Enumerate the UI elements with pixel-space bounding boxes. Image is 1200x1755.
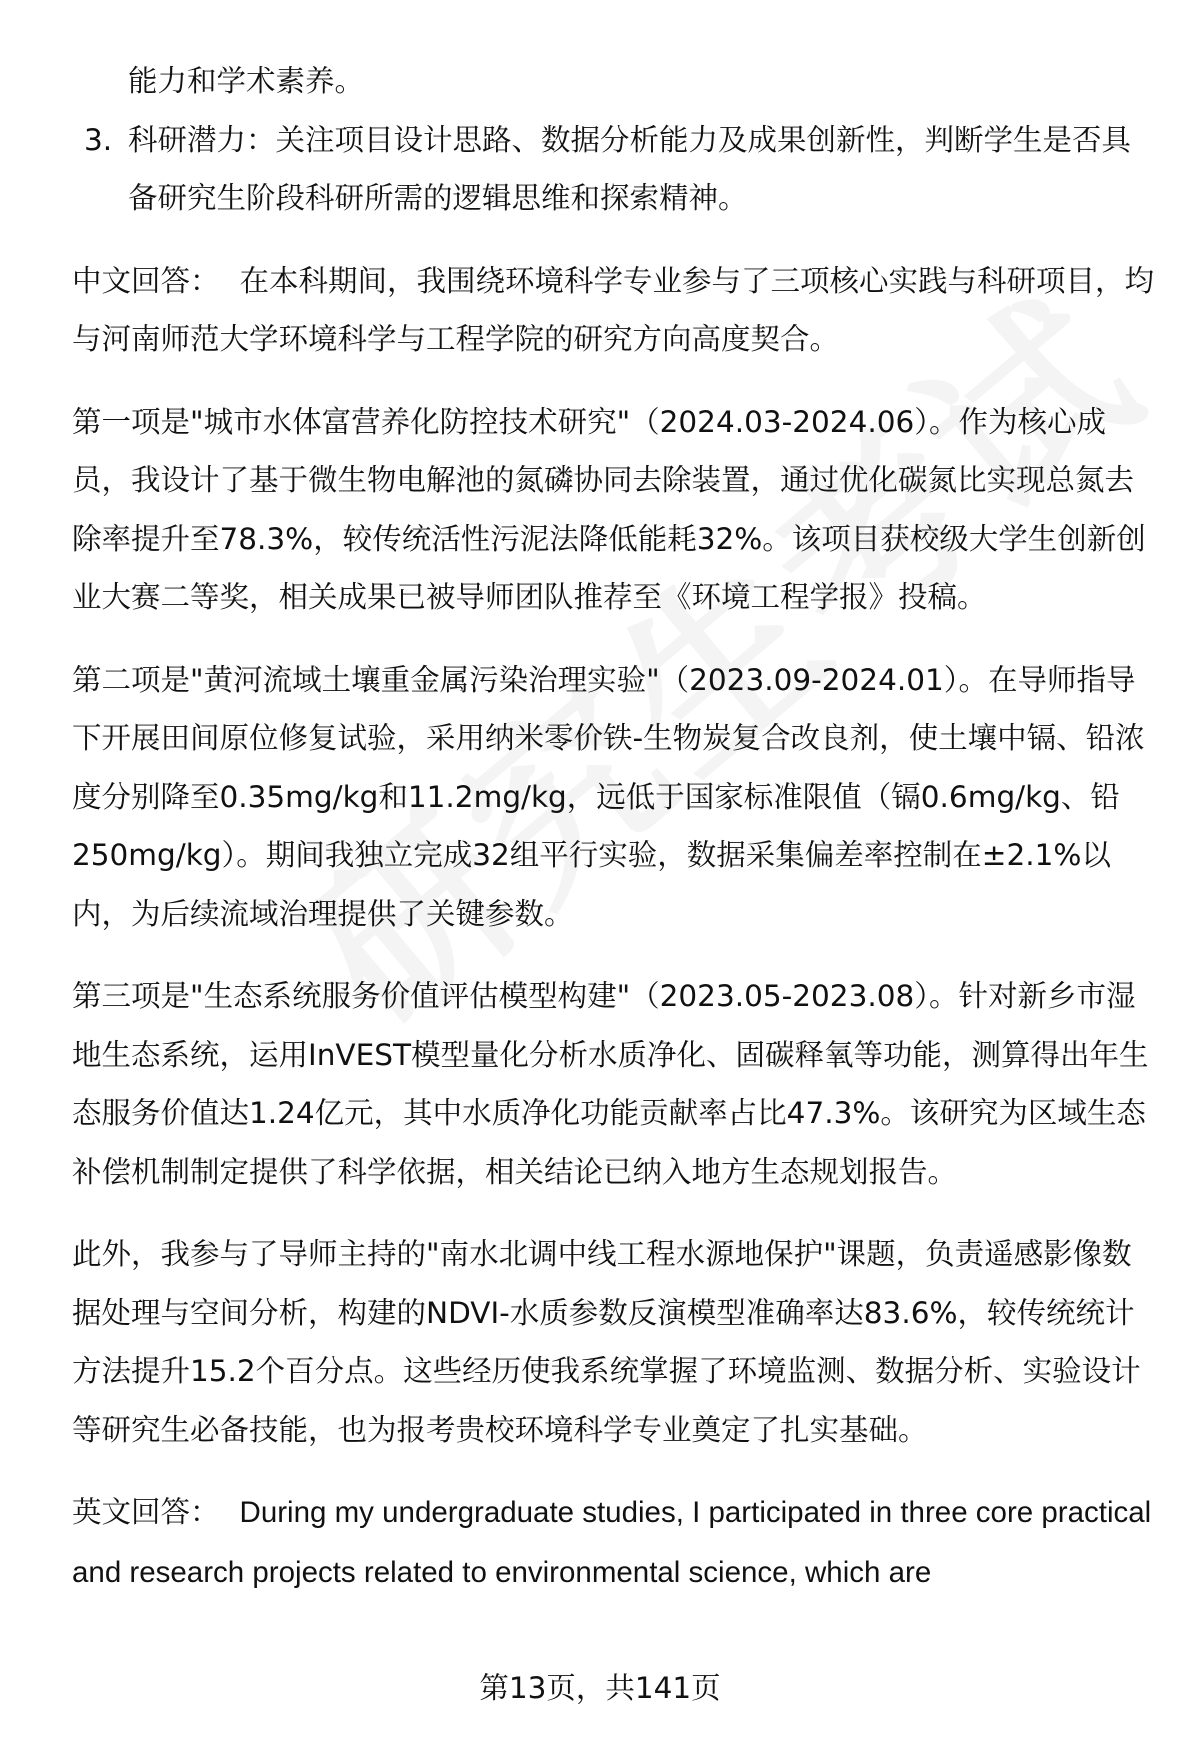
english-answer-paragraph [72, 1483, 1157, 1602]
english-answer-text: During my undergraduate studies, I participated in three core practical and research projects related to environmental science, which are [72, 1496, 1152, 1589]
document-body [72, 52, 1157, 1602]
page-number-footer: 第13页，共141页 [479, 1671, 721, 1705]
spacer [72, 369, 1157, 393]
intro-tail: 能力和学术素养。 [128, 64, 365, 98]
spacer [72, 627, 1157, 651]
spacer [72, 1459, 1157, 1483]
project-two-paragraph: 第二项是"黄河流域土壤重金属污染治理实验"（2023.09-2024.01）。在导师指导下开展田间原位修复试验，采用纳米零价铁-生物炭复合改良剂，使土壤中镉、铅浓度分别降至0.35mg/kg和11.2mg/kg，远低于国家标准限值（镉0.6mg/kg、铅250mg/kg）。期间我独立完成32组平行实验，数据采集偏差率控制在±2.1%以内，为后续流域治理提供了关键参数。 [72, 662, 1145, 931]
spacer [72, 943, 1157, 967]
list-number: 3. [84, 122, 113, 157]
additional-project-paragraph: 此外，我参与了导师主持的"南水北调中线工程水源地保护"课题，负责遥感影像数据处理与空间分析，构建的NDVI-水质参数反演模型准确率达83.6%，较传统统计方法提升15.2个百分点。这些经历使我系统掌握了环境监测、数据分析、实验设计等研究生必备技能，也为报考贵校环境科学专业奠定了扎实基础。 [72, 1237, 1141, 1447]
spacer [72, 228, 1157, 252]
english-answer-label: 英文回答： [72, 1495, 220, 1529]
chinese-answer-intro-text: 在本科期间，我围绕环境科学专业参与了三项核心实践与科研项目，均与河南师范大学环境科学与工程学院的研究方向高度契合。 [72, 263, 1155, 356]
list-item-text: 科研潜力：关注项目设计思路、数据分析能力及成果创新性，判断学生是否具备研究生阶段科研所需的逻辑思维和探索精神。 [128, 122, 1132, 215]
project-one-paragraph: 第一项是"城市水体富营养化防控技术研究"（2024.03-2024.06）。作为核心成员，我设计了基于微生物电解池的氮磷协同去除装置，通过优化碳氮比实现总氮去除率提升至78.3%，较传统活性污泥法降低能耗32%。该项目获校级大学生创新创业大赛二等奖，相关成果已被导师团队推荐至《环境工程学报》投稿。 [72, 404, 1146, 614]
spacer [72, 1201, 1157, 1225]
project-three-paragraph: 第三项是"生态系统服务价值评估模型构建"（2023.05-2023.08）。针对新乡市湿地生态系统，运用InVEST模型量化分析水质净化、固碳释氧等功能，测算得出年生态服务价值达1.24亿元，其中水质净化功能贡献率占比47.3%。该研究为区域生态补偿机制制定提供了科学依据，相关结论已纳入地方生态规划报告。 [72, 979, 1149, 1189]
list-item-3 [72, 111, 1157, 228]
chinese-answer-intro [72, 252, 1157, 369]
chinese-answer-label: 中文回答： [72, 263, 220, 298]
